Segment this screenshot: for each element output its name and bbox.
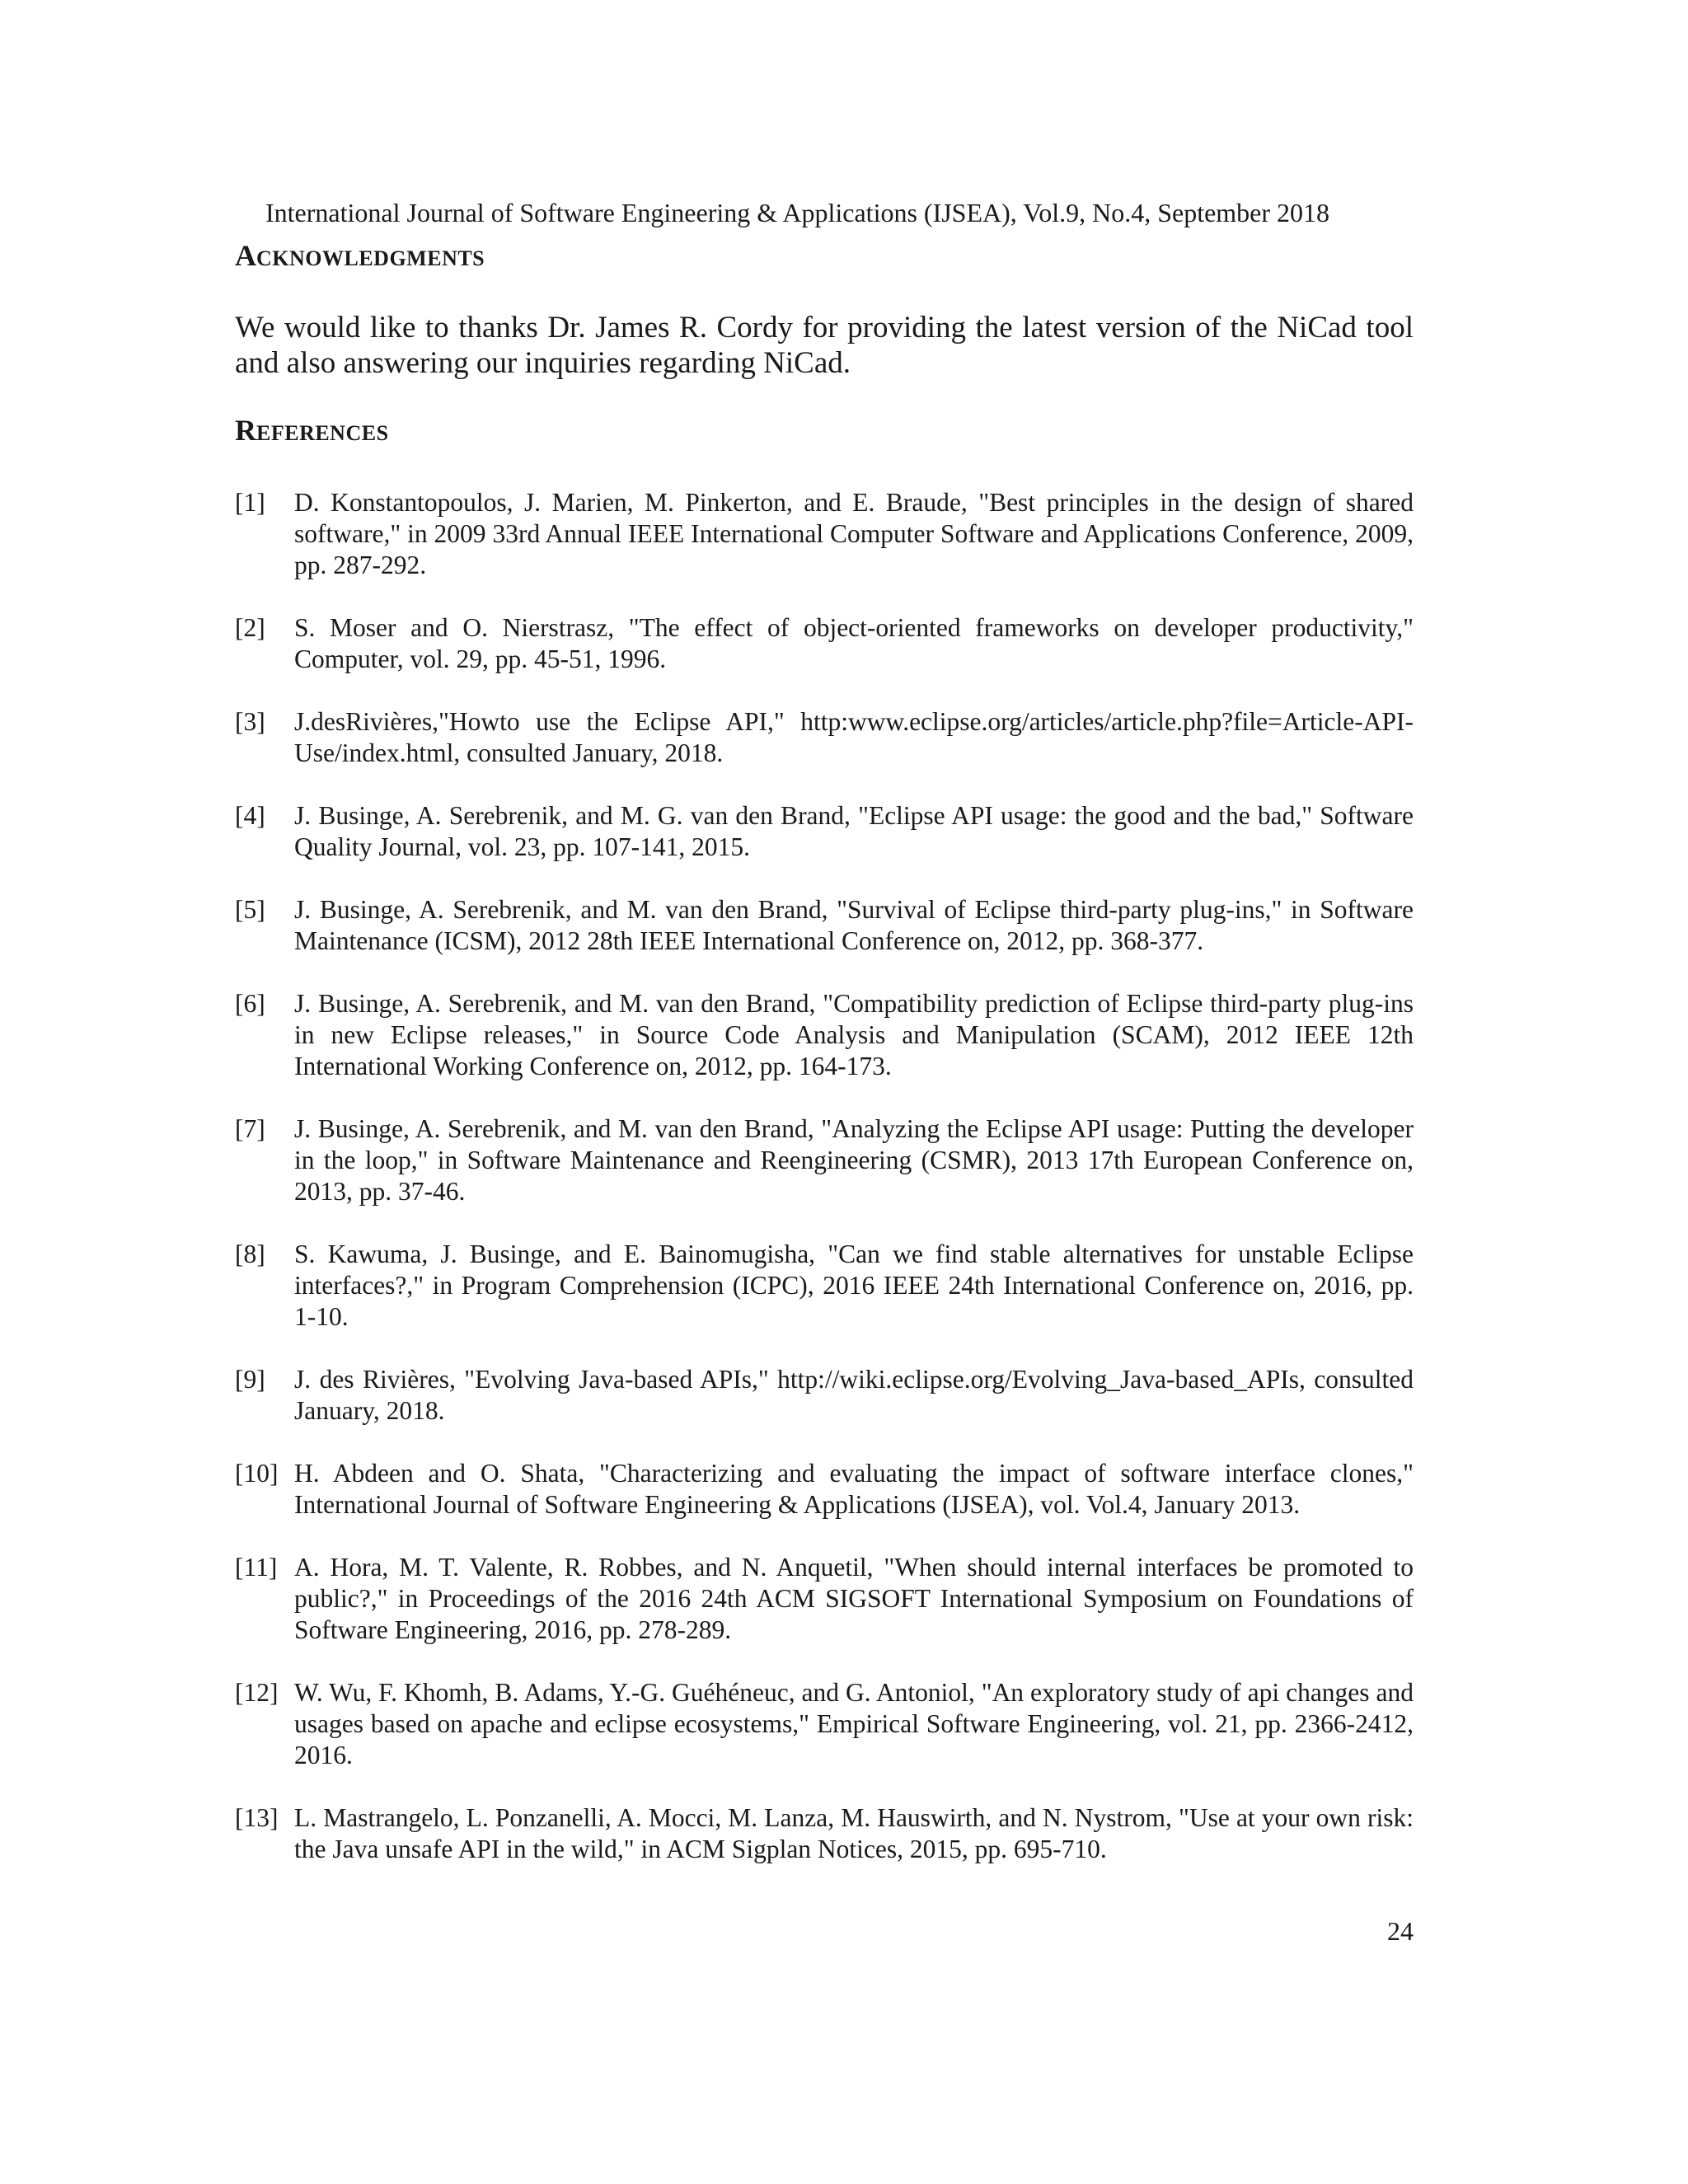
reference-item-5 <box>235 894 1414 957</box>
reference-number: [5] <box>235 895 265 924</box>
acknowledgments-heading-rest: CKNOWLEDGMENTS <box>256 246 485 270</box>
reference-number: [6] <box>235 989 265 1018</box>
reference-text: H. Abdeen and O. Shata, "Characterizing and evaluating the impact of software interface clones," International Journal of Software Engineering & Applications (IJSEA), vol. Vol.4, January 2013. <box>294 1459 1414 1519</box>
running-header: International Journal of Software Engineering & Applications (IJSEA), Vol.9, No.4, September 2018 <box>265 198 1330 227</box>
reference-number: [4] <box>235 801 265 830</box>
reference-item-10 <box>235 1458 1414 1521</box>
page-number: 24 <box>1387 1916 1414 1946</box>
reference-item-3 <box>235 706 1414 769</box>
acknowledgments-heading <box>235 239 485 275</box>
reference-number: [8] <box>235 1240 265 1268</box>
reference-item-1 <box>235 487 1414 581</box>
references-heading-initial: R <box>235 414 256 447</box>
reference-item-7 <box>235 1113 1414 1207</box>
reference-text: L. Mastrangelo, L. Ponzanelli, A. Mocci, M. Lanza, M. Hauswirth, and N. Nystrom, "Use at your own risk: the Java unsafe API in the wild," in ACM Sigplan Notices, 2015, pp. 695-710. <box>294 1803 1414 1863</box>
reference-number: [11] <box>235 1553 278 1582</box>
reference-number: [3] <box>235 707 265 736</box>
reference-number: [13] <box>235 1803 279 1832</box>
acknowledgments-body: We would like to thanks Dr. James R. Cordy for providing the latest version of the NiCad tool and also answering our inquiries regarding NiCad. <box>235 311 1414 380</box>
references-heading <box>235 414 389 450</box>
reference-number: [10] <box>235 1459 279 1488</box>
reference-text: J. des Rivières, "Evolving Java-based APIs," http://wiki.eclipse.org/Evolving_Java-based_APIs, consulted January, 2018. <box>294 1365 1414 1425</box>
reference-text: J. Businge, A. Serebrenik, and M. van den Brand, "Compatibility prediction of Eclipse third-party plug-ins in new Eclipse releases," in Source Code Analysis and Manipulation (SCAM), 2012 IEEE 12th International Working Conference on, 2012, pp. 164-173. <box>294 989 1414 1080</box>
reference-item-6 <box>235 988 1414 1082</box>
reference-text: J. Businge, A. Serebrenik, and M. G. van den Brand, "Eclipse API usage: the good and the bad," Software Quality Journal, vol. 23, pp. 107-141, 2015. <box>294 801 1414 861</box>
reference-text: J. Businge, A. Serebrenik, and M. van den Brand, "Analyzing the Eclipse API usage: Putting the developer in the loop," in Software Maintenance and Reengineering (CSMR), 2013 17th European Conference on, 2013, pp. 37-46. <box>294 1114 1414 1206</box>
reference-number: [1] <box>235 488 265 517</box>
reference-text: S. Kawuma, J. Businge, and E. Bainomugisha, "Can we find stable alternatives for unstable Eclipse interfaces?," in Program Comprehension (ICPC), 2016 IEEE 24th International Conference on, 2016, pp. 1-10. <box>294 1240 1414 1331</box>
reference-number: [2] <box>235 613 265 642</box>
reference-item-2 <box>235 612 1414 675</box>
reference-item-13 <box>235 1802 1414 1865</box>
reference-text: S. Moser and O. Nierstrasz, "The effect of object-oriented frameworks on developer productivity," Computer, vol. 29, pp. 45-51, 1996. <box>294 613 1414 673</box>
reference-text: J. Businge, A. Serebrenik, and M. van den Brand, "Survival of Eclipse third-party plug-ins," in Software Maintenance (ICSM), 2012 28th IEEE International Conference on, 2012, pp. 368-377. <box>294 895 1414 955</box>
reference-text: W. Wu, F. Khomh, B. Adams, Y.-G. Guéhéneuc, and G. Antoniol, "An exploratory study of api changes and usages based on apache and eclipse ecosystems," Empirical Software Engineering, vol. 21, pp. 2366-2412, 2016. <box>294 1678 1414 1769</box>
references-heading-rest: EFERENCES <box>256 421 389 445</box>
reference-text: J.desRivières,"Howto use the Eclipse API," http:www.eclipse.org/articles/article.php?file=Article-API-Use/index.html, consulted January, 2018. <box>294 707 1414 767</box>
reference-list <box>235 487 1414 1896</box>
reference-number: [9] <box>235 1365 265 1394</box>
acknowledgments-heading-initial: A <box>235 239 256 272</box>
reference-text: A. Hora, M. T. Valente, R. Robbes, and N. Anquetil, "When should internal interfaces be promoted to public?," in Proceedings of the 2016 24th ACM SIGSOFT International Symposium on Foundations of Software Engineering, 2016, pp. 278-289. <box>294 1553 1414 1644</box>
reference-item-11 <box>235 1552 1414 1646</box>
reference-item-12 <box>235 1677 1414 1771</box>
reference-number: [12] <box>235 1678 279 1707</box>
reference-number: [7] <box>235 1114 265 1143</box>
reference-item-9 <box>235 1364 1414 1427</box>
reference-text: D. Konstantopoulos, J. Marien, M. Pinkerton, and E. Braude, "Best principles in the design of shared software," in 2009 33rd Annual IEEE International Computer Software and Applications Conference, 2009, pp. 287-292. <box>294 488 1414 579</box>
reference-item-8 <box>235 1239 1414 1333</box>
reference-item-4 <box>235 800 1414 863</box>
